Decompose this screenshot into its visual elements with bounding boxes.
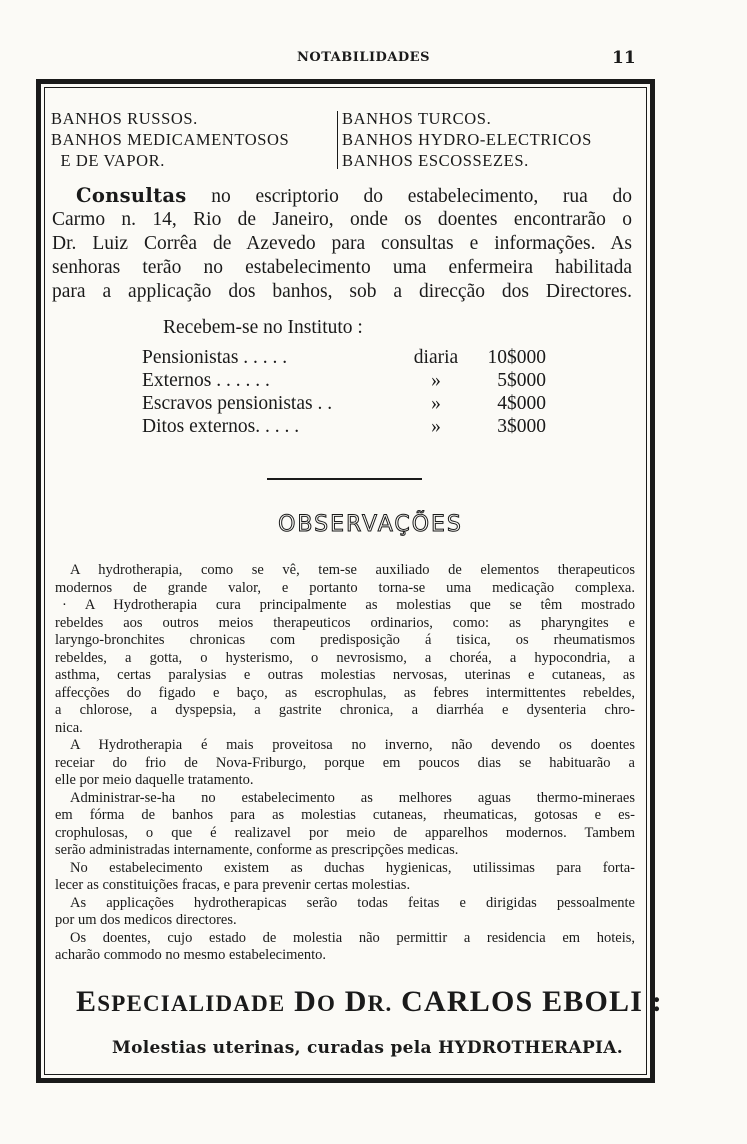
spec-sc-1: SPECIALIDADE [97, 991, 286, 1016]
molestias-line: Molestias uterinas, curadas pela HYDROTHERAPIA. [111, 1038, 624, 1058]
spec-cap-2: D [294, 985, 317, 1018]
obs-line: a chlorose, a dyspepsia, a gastrite chronica, a diarrhéa e dysenteria chro- [55, 702, 635, 718]
spec-sc-3: R. [367, 991, 393, 1016]
consultas-bold-word: Consultas [76, 184, 187, 207]
obs-line: em fórma de banhos para as molestias cutaneas, rheumaticas, gotosas e es- [55, 807, 635, 823]
obs-line: As applicações hydrotherapicas serão todas feitas e dirigidas pessoalmente [70, 894, 635, 911]
price-unit: » [431, 370, 441, 391]
obs-line: acharão commodo no mesmo estabelecimento. [55, 947, 326, 963]
price-row [142, 415, 546, 438]
spec-cap-3: D [344, 985, 368, 1018]
obs-line: A Hydrotherapia é mais proveitosa no inverno, não devendo os doentes [70, 737, 635, 753]
price-row [142, 346, 546, 369]
price-value: 5$000 [497, 370, 546, 391]
obs-line: lecer as constituições fracas, e para prevenir certas molestias. [55, 877, 411, 893]
obs-line: · A Hydrotherapia cura principalmente as molestias que se têm mostrado [62, 597, 635, 613]
price-value: 10$000 [487, 347, 546, 368]
obs-line: asthma, certas paralysias e outras molestias nervosas, uterinas e cutaneas, as [55, 667, 635, 683]
obs-line: serão administradas internamente, conforme as prescripções medicas. [55, 842, 459, 858]
section-rule [267, 478, 422, 480]
consultas-line-2: Carmo n. 14, Rio de Janeiro, onde os doentes encontrarão o [52, 209, 632, 230]
obs-line: por um dos medicos directores. [55, 912, 237, 928]
obs-line: Administrar-se-ha no estabelecimento as melhores aguas thermo-mineraes [70, 789, 635, 806]
price-heading: Recebem-se no Instituto : [163, 317, 363, 338]
observacoes-title: OBSERVAÇÕES [278, 512, 463, 537]
obs-line: A hydrotherapia, como se vê, tem-se auxiliado de elementos therapeuticos [70, 562, 635, 578]
right-col-line-3: BANHOS ESCOSSEZES. [342, 151, 529, 170]
obs-line: rebeldes, a gotta, o hysterismo, o nevrosismo, a choréa, a hypocondria, a [55, 649, 635, 666]
consultas-line-5: para a applicação dos banhos, sob a direcção dos Directores. [52, 281, 632, 302]
consultas-line-1-rest: no escriptorio do estabelecimento, rua do [186, 186, 632, 207]
price-value: 3$000 [497, 416, 546, 437]
price-unit: » [431, 393, 441, 414]
obs-line: Os doentes, cujo estado de molestia não permittir a residencia em hoteis, [70, 929, 635, 946]
price-value: 4$000 [497, 393, 546, 414]
obs-line: laryngo-bronchites chronicas com predisposição á tisica, os rheumatismos [55, 632, 635, 648]
price-row [142, 392, 546, 415]
spec-doctor-name: CARLOS EBOLI : [401, 985, 663, 1018]
consultas-line-1 [76, 184, 632, 209]
especialidade-heading [0, 985, 743, 1019]
obs-line: affecções do figado e baço, as escrophulas, as febres intermittentes rebeldes, [55, 684, 635, 701]
obs-line: nica. [55, 719, 83, 736]
left-col-line-3: E DE VAPOR. [51, 151, 166, 170]
consultas-line-3: Dr. Luiz Corrêa de Azevedo para consultas e informações. As [52, 233, 632, 254]
left-col-line-1: BANHOS RUSSOS. [51, 109, 198, 128]
price-unit: » [431, 416, 441, 437]
spec-sc-2: O [317, 991, 337, 1016]
price-row [142, 369, 546, 392]
obs-line: No estabelecimento existem as duchas hygienicas, utilissimas para forta- [70, 859, 635, 876]
page-number: 11 [612, 48, 636, 68]
left-col-line-2: BANHOS MEDICAMENTOSOS [51, 130, 290, 149]
column-divider [337, 111, 338, 169]
price-label: Pensionistas . . . . . [142, 347, 288, 368]
right-col-line-2: BANHOS HYDRO-ELECTRICOS [342, 130, 592, 149]
price-unit: diaria [413, 347, 459, 368]
consultas-line-4: senhoras terão no estabelecimento uma enfermeira habilitada [52, 257, 632, 278]
obs-line: crophulosas, o que é realizavel por meio de apparelhos modernos. Tambem [55, 824, 635, 841]
obs-line: receiar do frio de Nova-Friburgo, porque em poucos dias se habituarão a [55, 754, 635, 771]
price-label: Escravos pensionistas . . [142, 393, 333, 414]
obs-line: rebeldes aos outros meios therapeuticos ordinarios, como: as pharyngites e [55, 614, 635, 631]
obs-line: modernos de grande valor, e portanto torna-se uma medicação complexa. [55, 579, 635, 596]
right-col-line-1: BANHOS TURCOS. [342, 109, 492, 128]
price-label: Ditos externos. . . . . [142, 416, 300, 437]
price-label: Externos . . . . . . [142, 370, 270, 391]
page-header-title: NOTABILIDADES [297, 50, 430, 65]
spec-cap-1: E [75, 985, 98, 1018]
obs-line: elle por meio daquelle tratamento. [55, 772, 254, 788]
